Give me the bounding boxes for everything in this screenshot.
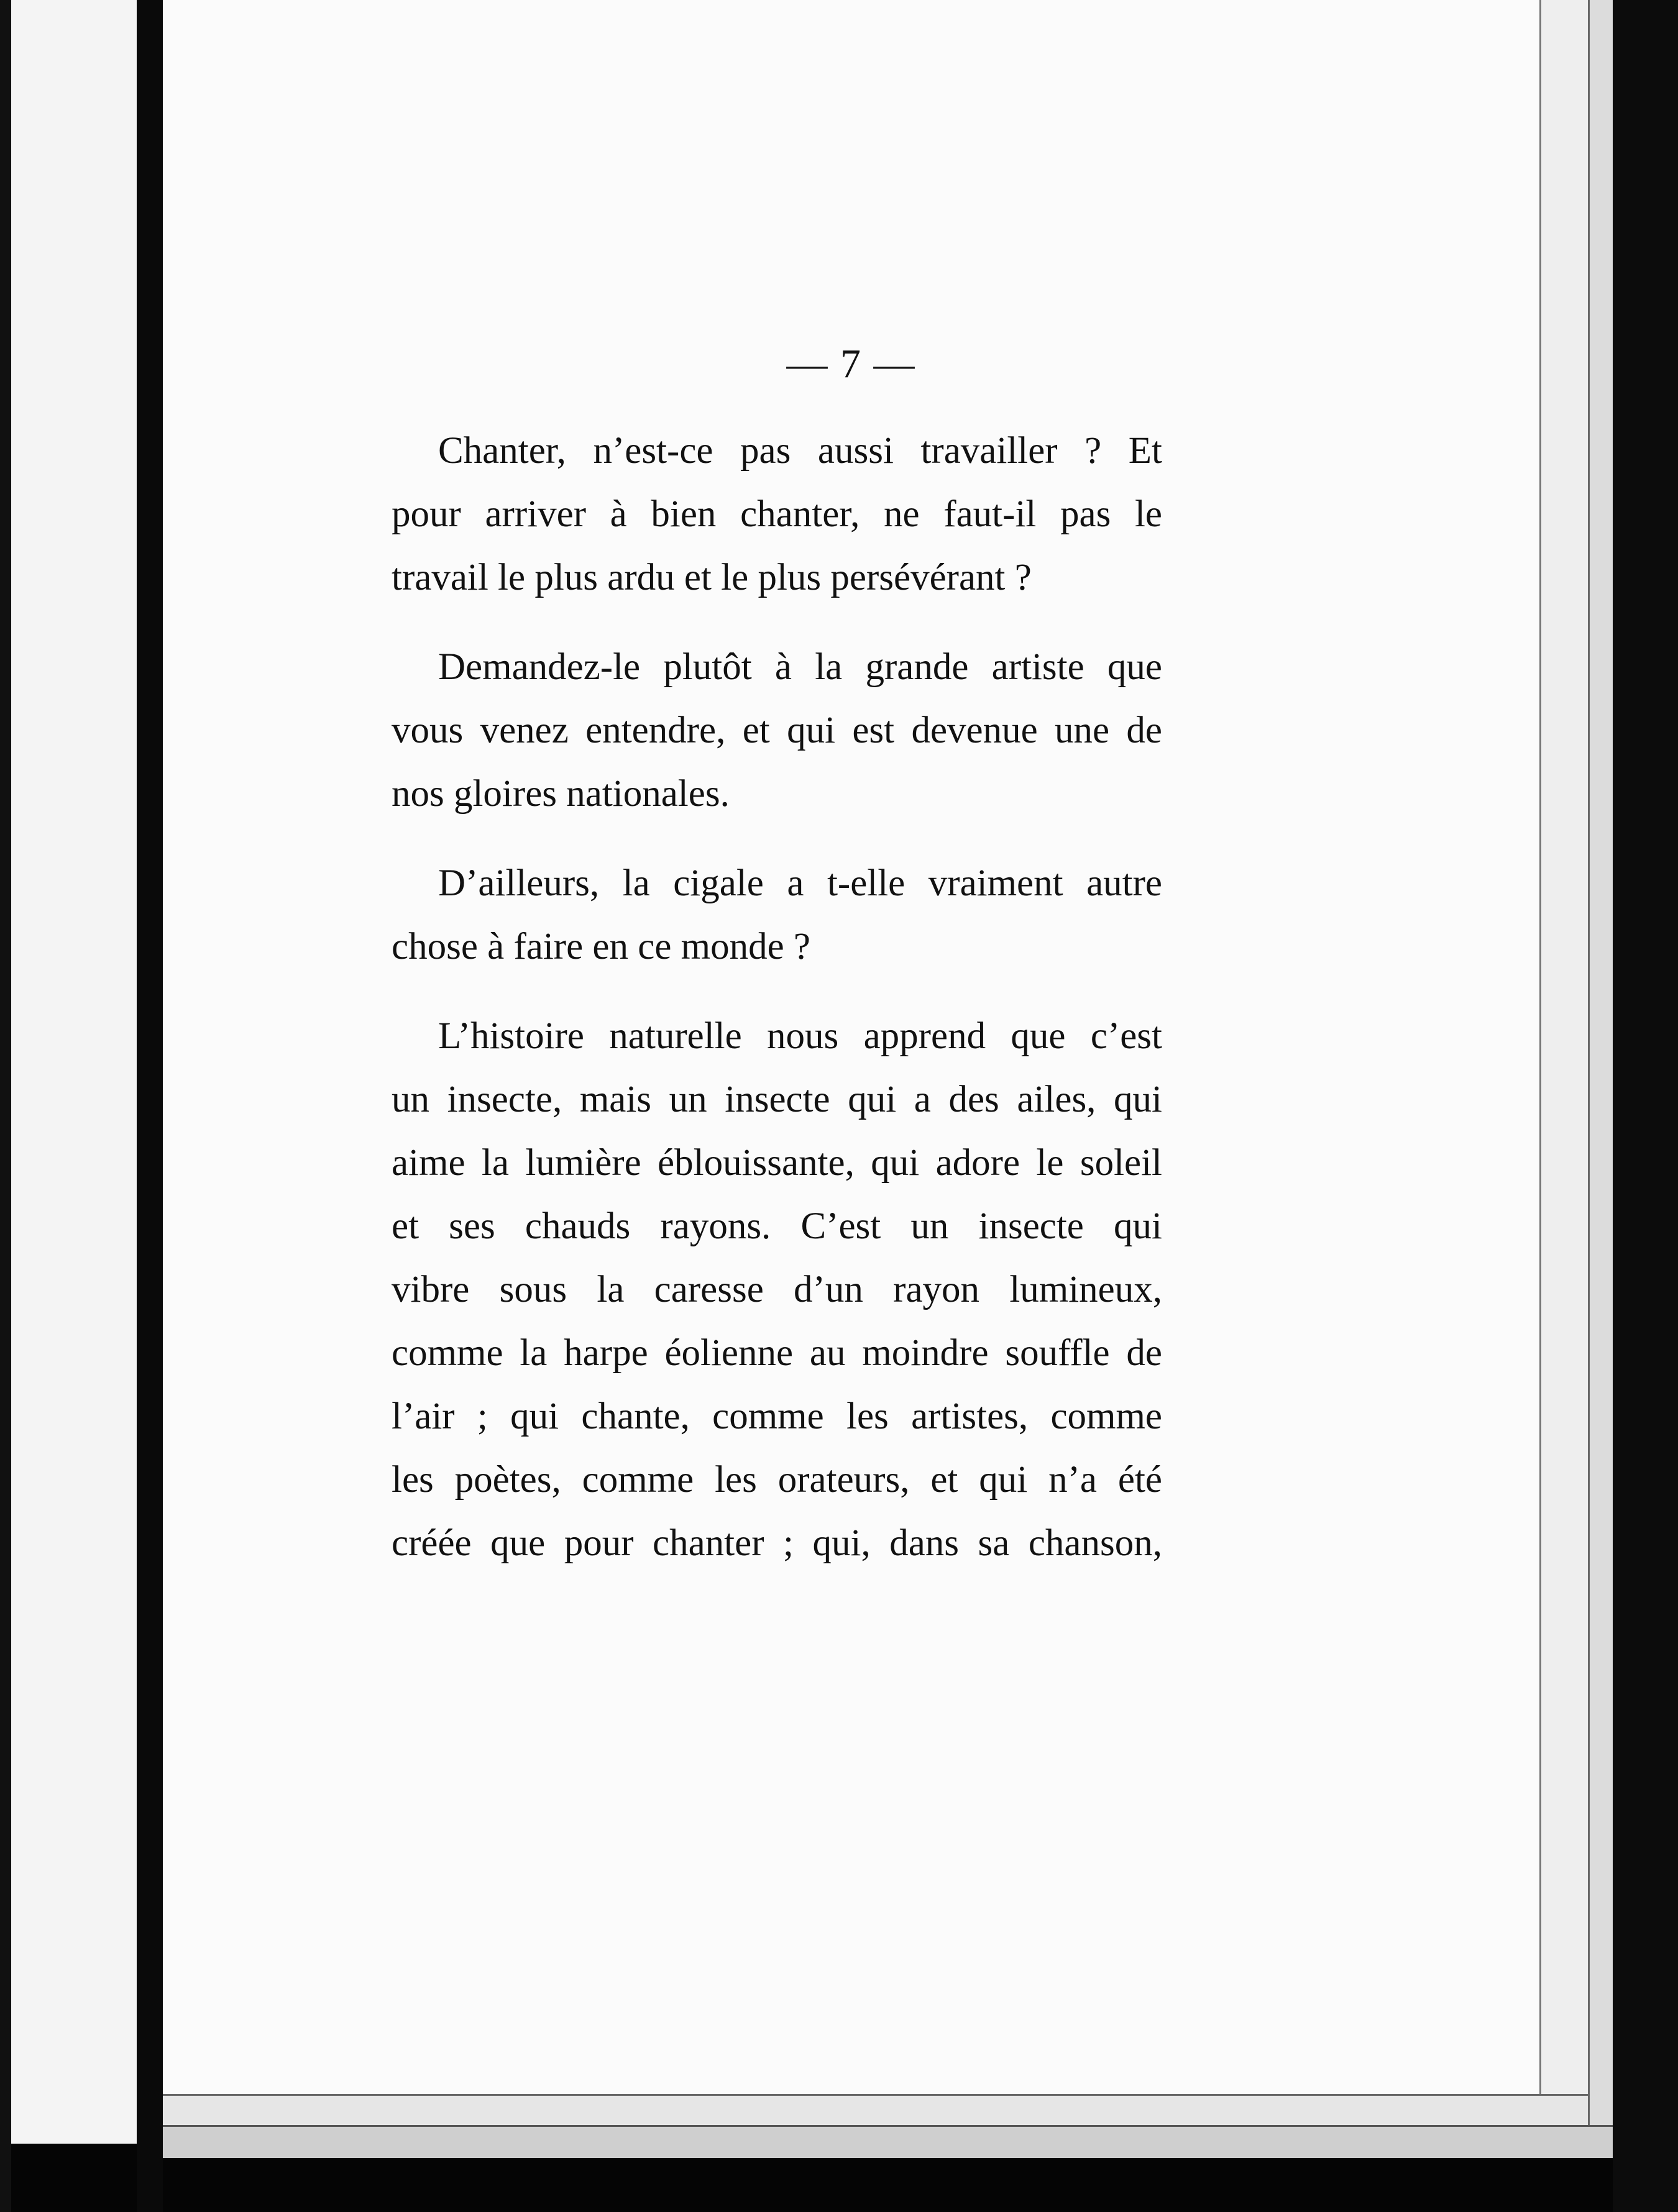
text-line: travail le plus ardu et le plus persévérant ?: [392, 557, 1032, 598]
text-line: et ses chauds rayons. C’est un insecte qui: [392, 1205, 1162, 1247]
text-line: L’histoire naturelle nous apprend que c’est: [438, 1015, 1162, 1057]
page-edge-bottom-outer: [163, 2125, 1613, 2158]
body-text: [392, 419, 1162, 1601]
paragraph: [392, 636, 1162, 826]
text-line: Chanter, n’est-ce pas aussi travailler ? Et: [438, 430, 1162, 472]
right-scan-edge: [1613, 0, 1678, 2212]
text-line: vibre sous la caresse d’un rayon lumineux,: [392, 1269, 1162, 1310]
paragraph: [392, 852, 1162, 979]
paragraph: [392, 419, 1162, 610]
text-line: les poètes, comme les orateurs, et qui n’a été: [392, 1459, 1162, 1501]
text-line: Demandez-le plutôt à la grande artiste que: [438, 646, 1162, 688]
paragraph: [392, 1005, 1162, 1575]
page-edge-right-outer: [1588, 0, 1615, 2156]
text-line: créée que pour chanter ; qui, dans sa chanson,: [392, 1522, 1162, 1564]
left-page-strip: [0, 0, 137, 2144]
left-scan-edge: [0, 0, 11, 2212]
text-line: l’air ; qui chante, comme les artistes, comme: [392, 1396, 1162, 1437]
text-line: nos gloires nationales.: [392, 773, 730, 815]
text-line: un insecte, mais un insecte qui a des ailes, qui: [392, 1079, 1162, 1120]
text-line: D’ailleurs, la cigale a t-elle vraiment autre: [438, 862, 1162, 904]
text-line: chose à faire en ce monde ?: [392, 926, 811, 967]
book-gutter: [137, 0, 163, 2212]
text-line: vous venez entendre, et qui est devenue une de: [392, 710, 1162, 751]
text-line: comme la harpe éolienne au moindre souffle de: [392, 1332, 1162, 1374]
page-number: — 7 —: [786, 341, 916, 386]
page-edge-right: [1539, 0, 1590, 2125]
page-edge-bottom: [163, 2094, 1588, 2127]
text-line: pour arriver à bien chanter, ne faut-il pas le: [392, 493, 1162, 535]
text-line: aime la lumière éblouissante, qui adore le soleil: [392, 1142, 1162, 1184]
